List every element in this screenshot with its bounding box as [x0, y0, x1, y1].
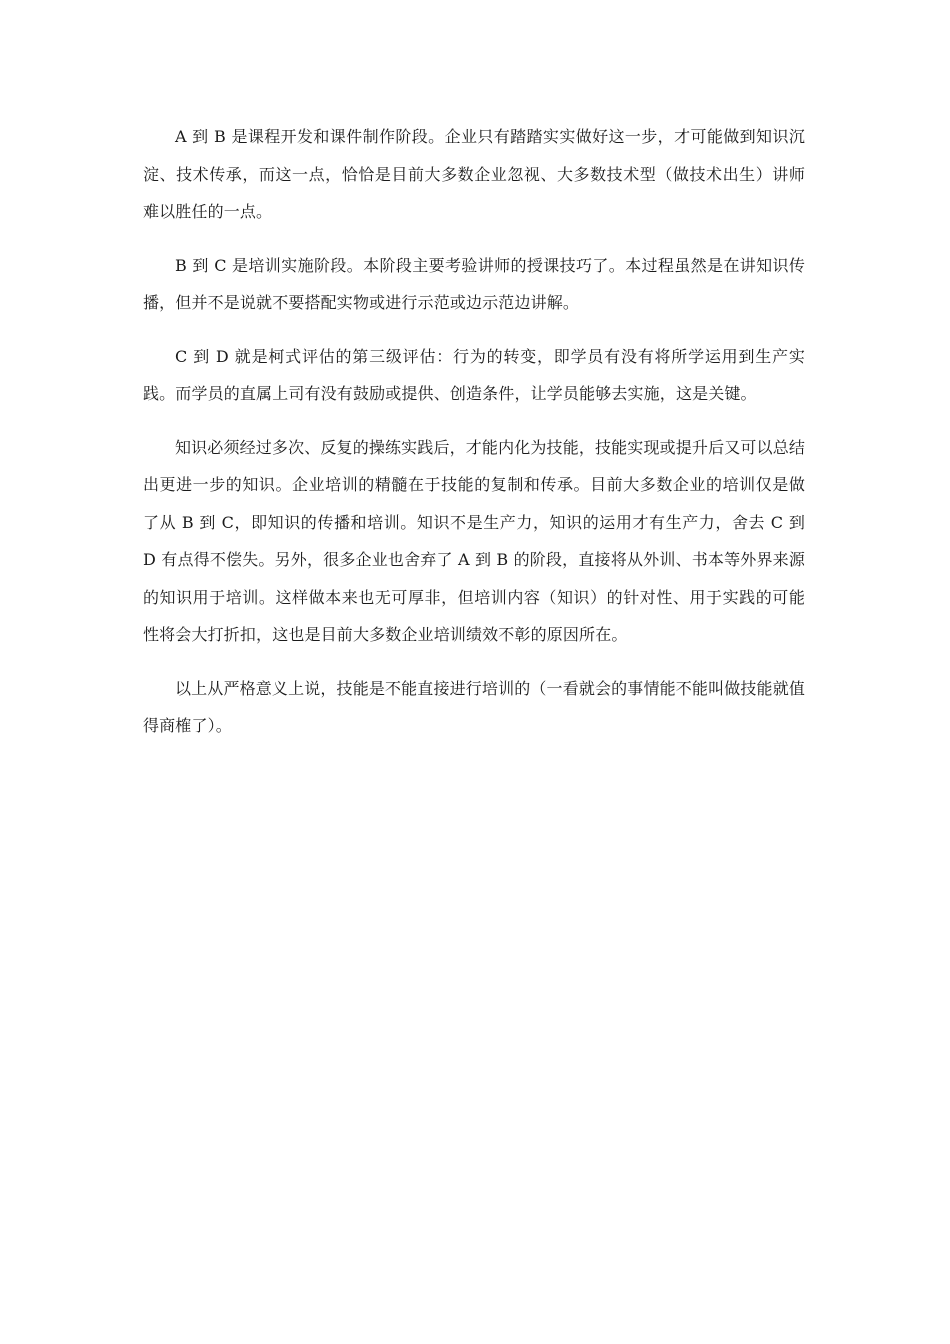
paragraph-conclusion: 以上从严格意义上说，技能是不能直接进行培训的（一看就会的事情能不能叫做技能就值得商榷了）。	[143, 678, 805, 735]
paragraph-a-to-b: A 到 B 是课程开发和课件制作阶段。企业只有踏踏实实做好这一步，才可能做到知识沉淀、技术传承，而这一点，恰恰是目前大多数企业忽视、大多数技术型（做技术出生）讲师难以胜任的一点。	[143, 127, 805, 221]
paragraph-b-to-c: B 到 C 是培训实施阶段。本阶段主要考验讲师的授课技巧了。本过程虽然是在讲知识传播，但并不是说就不要搭配实物或进行示范或边示范边讲解。	[143, 255, 805, 312]
document-body	[143, 118, 805, 761]
paragraph-knowledge-skills: 知识必须经过多次、反复的操练实践后，才能内化为技能，技能实现或提升后又可以总结出更进一步的知识。企业培训的精髓在于技能的复制和传承。目前大多数企业的培训仅是做了从 B 到 C，即知识的传播和培训。知识不是生产力，知识的运用才有生产力，舍去 C 到 D 有点得不偿失。另外，很多企业也舍弃了 A 到 B 的阶段，直接将从外训、书本等外界来源的知识用于培训。这样做本来也无可厚非，但培训内容（知识）的针对性、用于实践的可能性将会大打折扣，这也是目前大多数企业培训绩效不彰的原因所在。	[143, 437, 805, 644]
paragraph-c-to-d: C 到 D 就是柯式评估的第三级评估：行为的转变，即学员有没有将所学运用到生产实践。而学员的直属上司有没有鼓励或提供、创造条件，让学员能够去实施，这是关键。	[143, 346, 805, 403]
